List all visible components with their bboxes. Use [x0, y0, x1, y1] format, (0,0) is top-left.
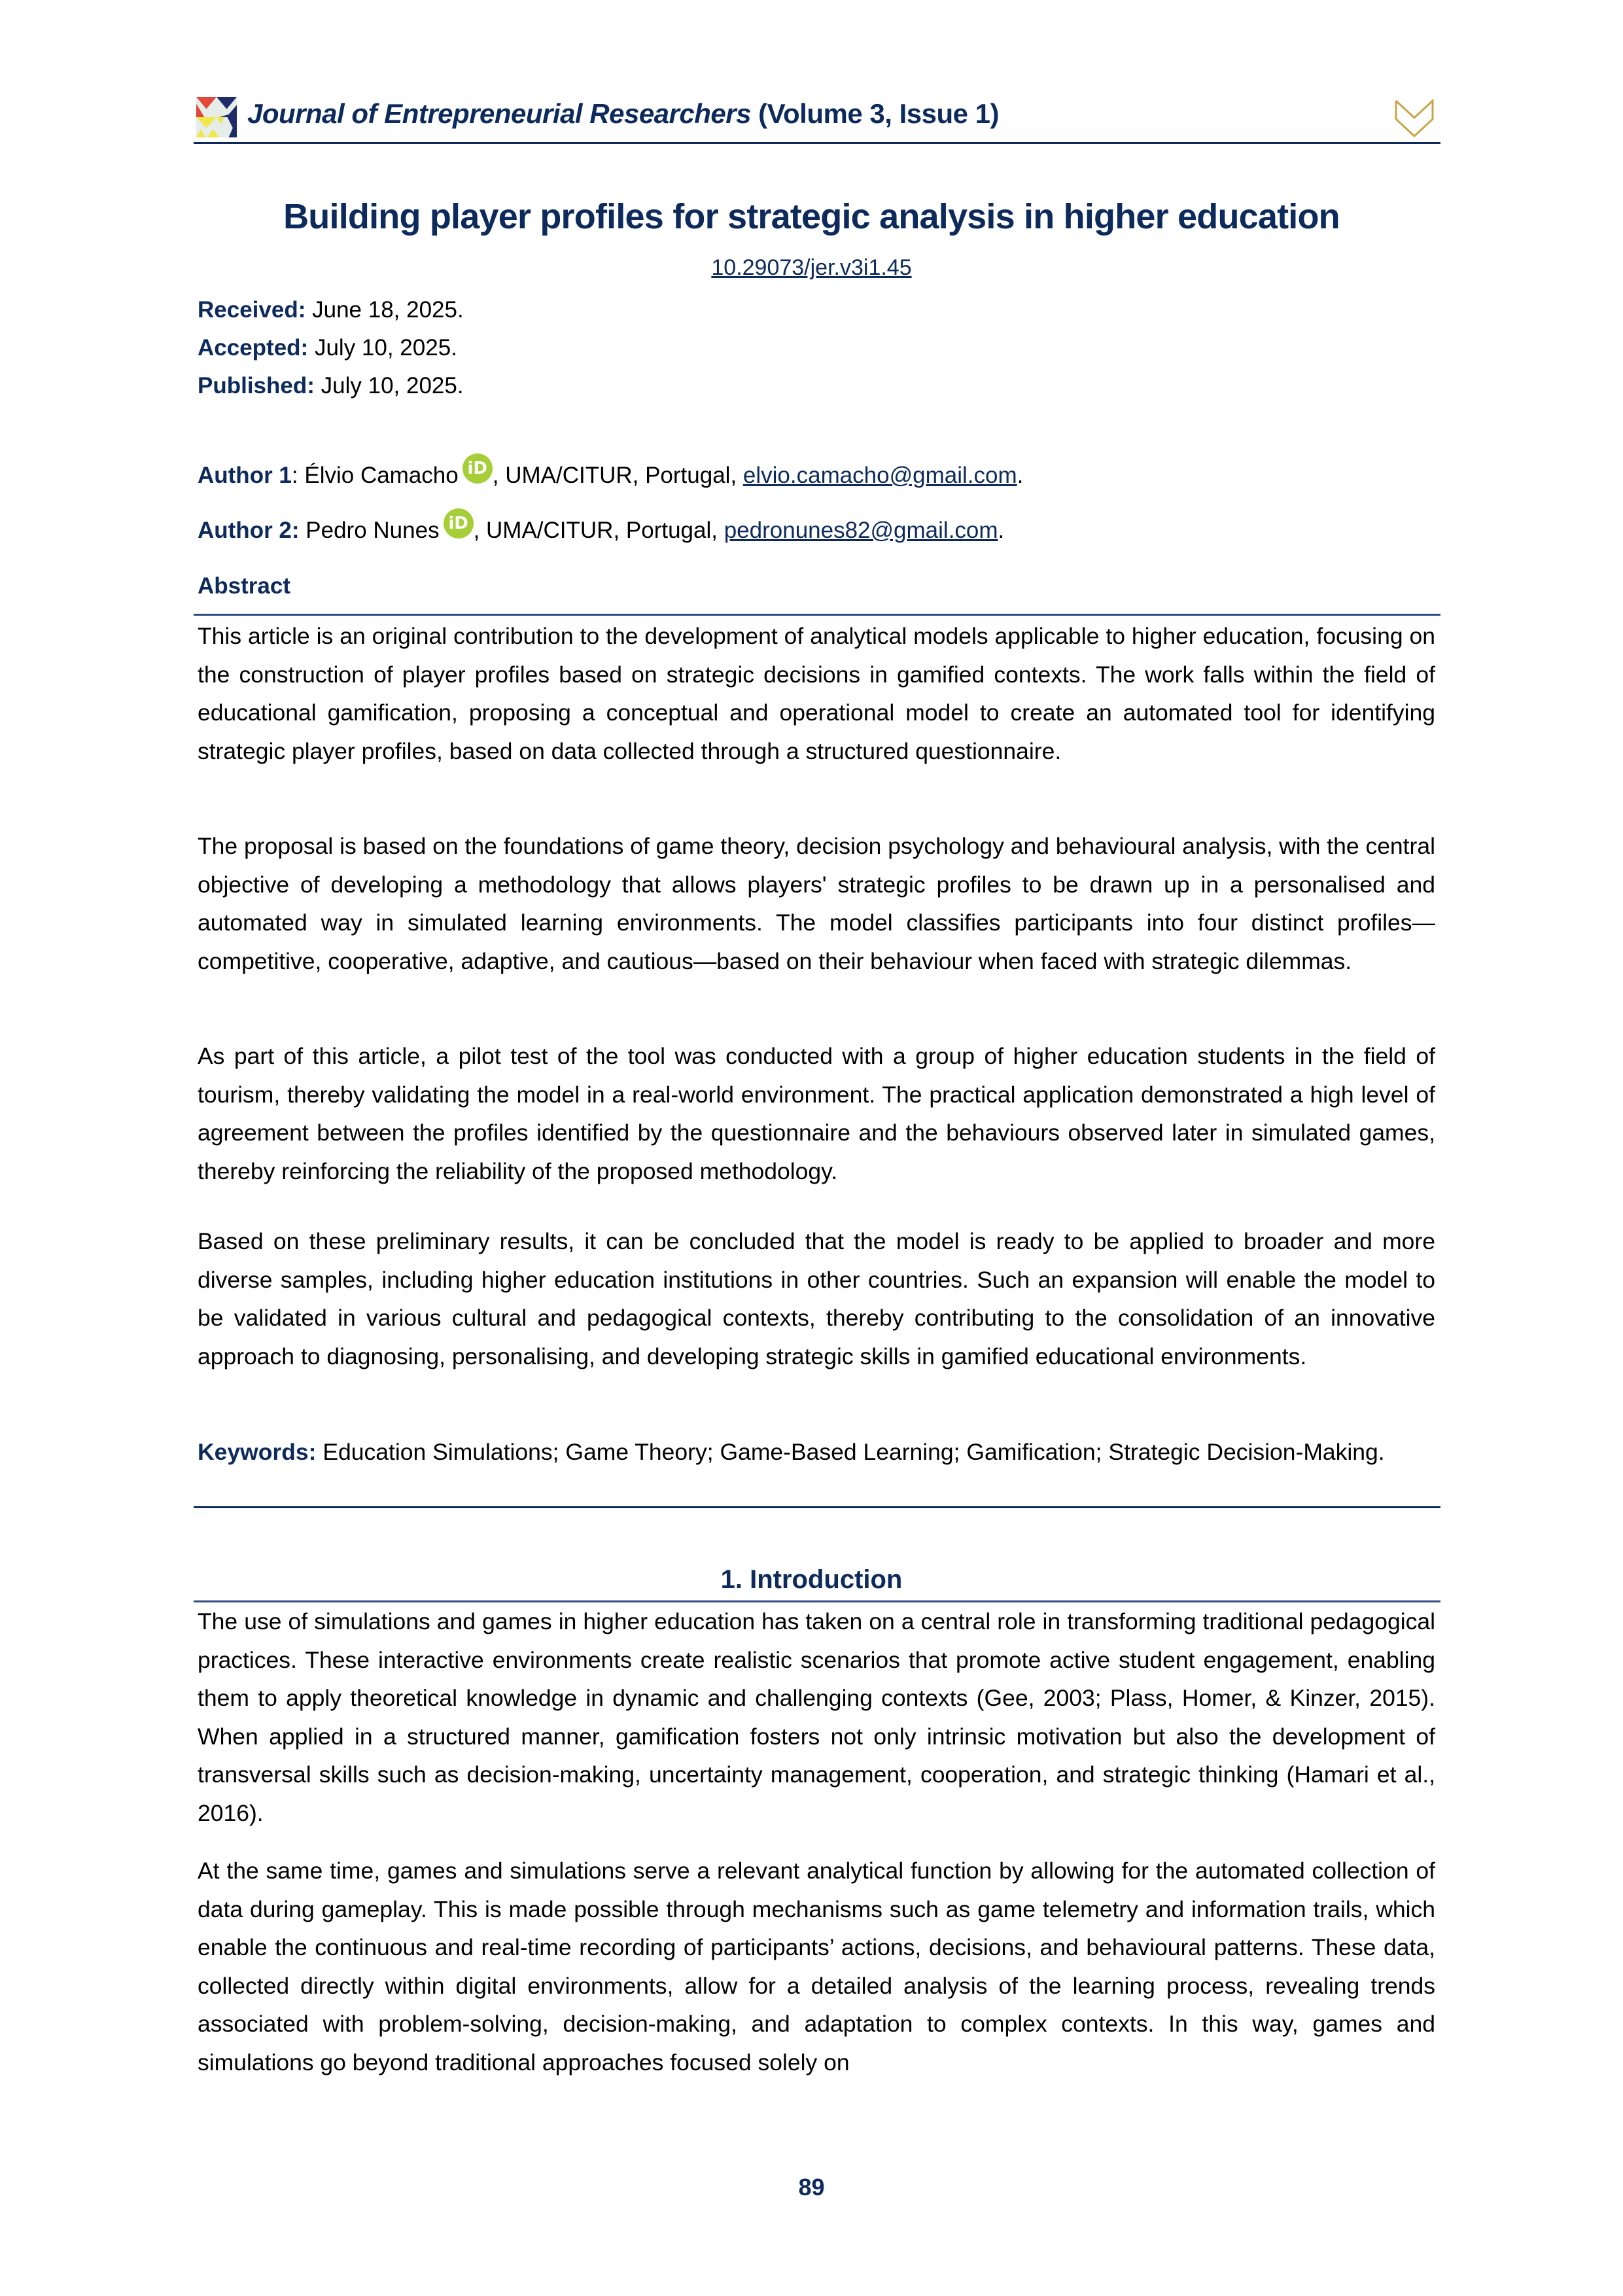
published-label: Published: [198, 373, 315, 398]
accepted-date [198, 329, 464, 367]
keywords-text: Education Simulations; Game Theory; Game-Based Learning; Gamification; Strategic Decision-Making. [323, 1439, 1385, 1465]
received-date [198, 291, 464, 329]
abstract-divider [194, 614, 1440, 616]
published-value: July 10, 2025. [321, 373, 464, 398]
published-date [198, 367, 464, 405]
journal-logo-icon [196, 97, 237, 137]
abstract-paragraph-2 [198, 827, 1435, 980]
orcid-icon[interactable]: iD [462, 453, 493, 484]
author-2-affiliation: , UMA/CITUR, Portugal, [473, 518, 724, 543]
author-2-label: Author 2: [198, 518, 300, 543]
header-divider [194, 142, 1440, 144]
abstract-heading: Abstract [198, 573, 290, 599]
abstract-paragraph-4 [198, 1222, 1435, 1375]
author-2-name: Pedro Nunes [305, 518, 440, 543]
accepted-value: July 10, 2025. [314, 335, 457, 361]
introduction-paragraph-2 [198, 1852, 1435, 2081]
journal-name: Journal of Entrepreneurial Researchers [247, 98, 751, 129]
received-label: Received: [198, 297, 306, 323]
author-1-name: Élvio Camacho [304, 463, 459, 488]
author-1 [198, 448, 1023, 503]
doi [0, 255, 1623, 281]
introduction-paragraph-1 [198, 1602, 1435, 1832]
chevron-down-icon [1393, 98, 1435, 139]
abstract-paragraph-3 [198, 1037, 1435, 1190]
author-list [198, 448, 1023, 558]
doi-link[interactable]: 10.29073/jer.v3i1.45 [711, 255, 912, 280]
orcid-icon[interactable]: iD [444, 508, 474, 539]
introduction-text-1: The use of simulations and games in higher education has taken on a central role in transforming traditional pedagogical practices. These interactive environments create realistic scenarios that promote active student engagement, enabling them to apply theoretical knowledge in dynamic and challenging contexts (Gee, 2003; Plass, Homer, & Kinzer, 2015). When applied in a structured manner, gamification fosters not only intrinsic motivation but also the development of transversal skills such as decision-making, uncertainty management, cooperation, and strategic thinking (Hamari et al., 2016). [198, 1608, 1435, 1826]
accepted-label: Accepted: [198, 335, 309, 361]
abstract-text-3: As part of this article, a pilot test of the tool was conducted with a group of higher education students in the field of tourism, thereby validating the model in a real-world environment. The practical application demonstrated a high level of agreement between the profiles identified by the questionnaire and the behaviours observed later in simulated games, thereby reinforcing the reliability of the proposed methodology. [198, 1043, 1435, 1184]
author-1-email-link[interactable]: elvio.camacho@gmail.com [742, 463, 1017, 488]
author-2-end: . [998, 518, 1005, 543]
keywords-label: Keywords: [198, 1439, 317, 1465]
author-1-affiliation: , UMA/CITUR, Portugal, [492, 463, 743, 488]
abstract-text-4: Based on these preliminary results, it can be concluded that the model is ready to be applied to broader and more diverse samples, including higher education institutions in other countries. Such an expansion will enable the model to be validated in various cultural and pedagogical contexts, thereby contributing to the consolidation of an innovative approach to diagnosing, personalising, and developing strategic skills in gamified educational environments. [198, 1228, 1435, 1369]
author-2 [198, 503, 1023, 558]
received-value: June 18, 2025. [312, 297, 464, 323]
publication-dates [198, 291, 464, 405]
volume-issue: (Volume 3, Issue 1) [758, 98, 999, 129]
keywords [198, 1433, 1435, 1472]
abstract-text-2: The proposal is based on the foundations of game theory, decision psychology and behavioural analysis, with the central objective of developing a methodology that allows players' strategic profiles to be drawn up in a personalised and automated way in simulated learning environments. The model classifies participants into four distinct profiles—competitive, cooperative, adaptive, and cautious—based on their behaviour when faced with strategic dilemmas. [198, 833, 1435, 974]
journal-title [247, 98, 999, 130]
introduction-text-2: At the same time, games and simulations serve a relevant analytical function by allowing for the automated collection of data during gameplay. This is made possible through mechanisms such as game telemetry and information trails, which enable the continuous and real-time recording of participants’ actions, decisions, and behavioural patterns. These data, collected directly within digital environments, allow for a detailed analysis of the learning process, revealing trends associated with problem-solving, decision-making, and adaptation to complex contexts. In this way, games and simulations go beyond traditional approaches focused solely on [198, 1858, 1435, 2075]
article-title: Building player profiles for strategic analysis in higher education [283, 197, 1340, 236]
section-heading-introduction: 1. Introduction [720, 1565, 903, 1594]
page-number: 89 [798, 2174, 825, 2200]
author-1-label: Author 1 [198, 463, 292, 488]
journal-header [196, 92, 1439, 144]
abstract-paragraph-1 [198, 617, 1435, 770]
abstract-text-1: This article is an original contribution to the development of analytical models applicable to higher education, focusing on the construction of player profiles based on strategic decisions in gamified contexts. The work falls within the field of educational gamification, proposing a conceptual and operational model to create an automated tool for identifying strategic player profiles, based on data collected through a structured questionnaire. [198, 623, 1435, 764]
keywords-divider [194, 1506, 1440, 1508]
author-2-email-link[interactable]: pedronunes82@gmail.com [724, 518, 998, 543]
author-1-label-suffix: : [291, 463, 298, 488]
author-1-end: . [1017, 463, 1024, 488]
